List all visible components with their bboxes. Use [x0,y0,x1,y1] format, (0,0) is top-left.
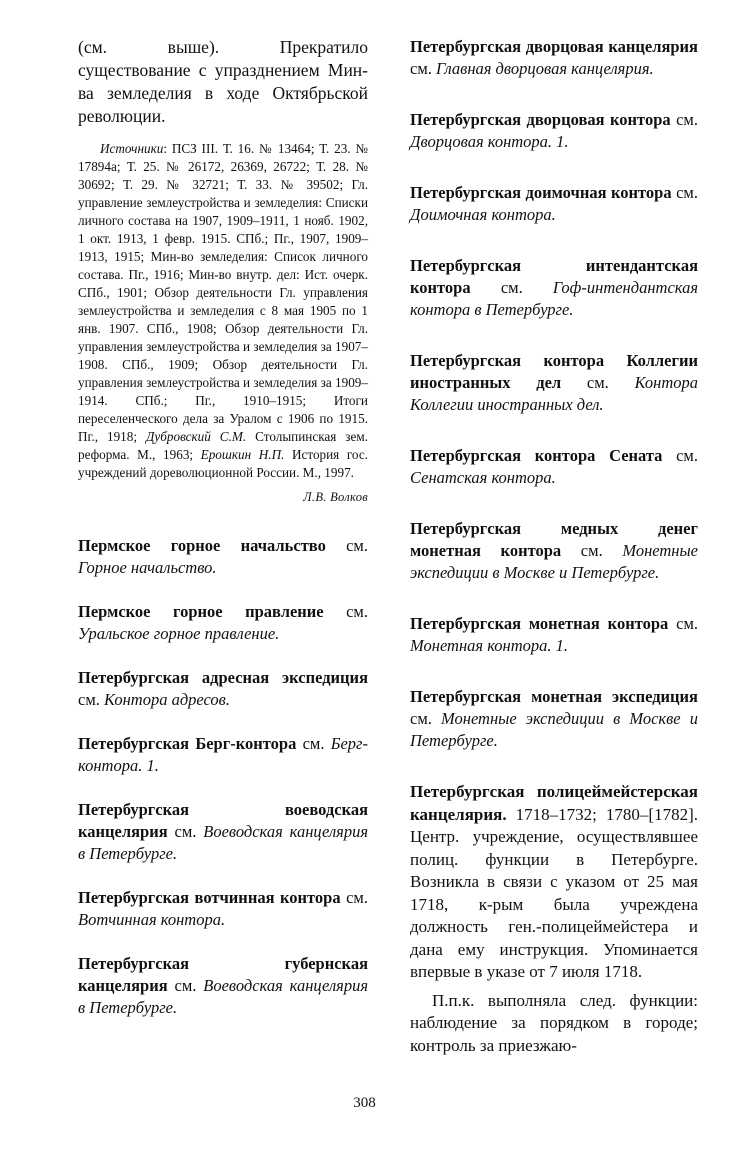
entry-see: см. [410,59,437,78]
entry-see: см. [296,734,331,753]
entry [410,36,698,80]
sources-text-1: : ПСЗ III. Т. 16. № 13464; Т. 23. № 17894а; Т. 25. № 26172, 26369, 26722; Т. 28. № 30692; Т. 29. № 32721; Т. 33. № 39502; Гл. управление землеустройства и земледелия: Списки личного состава на 1907, 1909–1911, 1 нояб. 1902, 1 окт. 1913, 1 февр. 1915. СПб.; Пг., 1907, 1909–1913, 1915; Мин-во земледелия: Список личного состава. Пг., 1916; Мин-во внутр. дел: Ист. очерк. СПб., 1901; Обзор деятельности Гл. управления землеустройства и земледелия с 8 мая 1905 по 1 янв. 1907. СПб., 1908; Обзор деятельности Гл. управления землеустройства и земледелия за 1907–1908. СПб., 1909; Обзор деятельности Гл. управления землеустройства и земледелия за 1909–1914. СПб.; Пг., 1910–1915; Итоги переселенческого дела за Уралом с 1906 по 1915. Пг., 1918; [78,141,368,444]
entry-see: см. [325,536,368,555]
entry-ref: Воеводская канцелярия в Петербурге. [78,976,368,1017]
entry-see: см. [167,976,204,995]
sources-author-2: Ерошкин Н.П. [200,447,285,462]
entry-see: см. [167,822,204,841]
entry [78,799,368,865]
sources-text-2: Столыпинская зем. реформа. М., 1963; [78,429,368,462]
sources-text-3: История гос. учреждений дореволюционной России. М., 1997. [78,447,368,480]
entry-see: см. [561,373,635,392]
entry [410,182,698,226]
right-column [410,36,698,1057]
entry-see: см. [410,709,441,728]
entry-see: см. [323,602,368,621]
entry-ref: Вотчинная контора. [78,910,226,929]
entry [78,887,368,931]
entry-head: Петербургская контора Коллегии иностранных дел [410,351,698,392]
entry-head: Пермское горное начальство [78,536,326,555]
entry [410,613,698,657]
entry-ref: Главная дворцовая канцелярия. [436,59,654,78]
sources-block [78,140,368,482]
article-paragraph: П.п.к. выполняла след. функции: наблюдение за порядком в городе; контроль за приезжаю- [410,990,698,1055]
entry-head: Петербургская интендантская контора [410,256,698,297]
entry-ref: Монетные экспедиции в Москве и Петербурге. [410,709,698,750]
article-head: Петербургская полицеймейстерская канцелярия. [410,782,698,824]
entry-ref: Берг-контора. 1. [78,734,368,775]
entry [78,535,368,579]
entry-head: Пермское горное правление [78,602,324,621]
article-entry [410,781,698,984]
entry-see: см. [340,888,368,907]
entry-ref: Гоф-интендантская контора в Петербурге. [410,278,698,319]
entry [410,518,698,584]
entry-see: см. [670,110,698,129]
entry-ref: Сенатская контора. [410,468,556,487]
entry-head: Петербургская воеводская канцелярия [78,800,368,841]
article-author: Л.В. Волков [303,490,368,504]
entry-ref: Дворцовая контора. 1. [410,132,569,151]
entry-ref: Контора адресов. [104,690,230,709]
entry [410,445,698,489]
entry [78,667,368,711]
entry-head: Петербургская медных денег монетная контора [410,519,698,560]
sources-author-1: Дубровский С.М. [146,429,247,444]
entry-head: Петербургская доимочная контора [410,183,672,202]
entry-ref: Горное начальство. [78,558,217,577]
entry-ref: Контора Коллегии иностранных дел. [410,373,698,414]
entry-head: Петербургская адресная экспедиция [78,668,368,687]
entry-ref: Уральское горное правление. [78,624,280,643]
entry-head: Петербургская вотчинная контора [78,888,341,907]
entry-see: см. [662,446,698,465]
left-column [78,36,368,1019]
entry-see: см. [470,278,553,297]
entry-see: см. [561,541,623,560]
entry-see: см. [78,690,105,709]
entry-head: Петербургская дворцовая канцелярия [410,37,698,56]
entry-see: см. [668,614,699,633]
page-number: 308 [353,1095,376,1111]
entry-ref: Доимочная контора. [410,205,556,224]
entry-head: Петербургская монетная экспедиция [410,687,698,706]
entry [78,953,368,1019]
entry-ref: Воеводская канцелярия в Петербурге. [78,822,368,863]
entry-head: Петербургская монетная контора [410,614,669,633]
article-text: 1718–1732; 1780–[1782]. Центр. учреждение, осуществлявшее полиц. функции в Петербурге. Возникла в связи с указом от 25 мая 1718, к-рым была учреждена должность ген.-полицеймейстера и дана ему инструкция. Упоминается впервые в указе от 7 июля 1718. [410,804,698,981]
entry [410,109,698,153]
entry-ref: Монетная контора. 1. [410,636,569,655]
entry-head: Петербургская Берг-контора [78,734,297,753]
entry-head: Петербургская губернская канцелярия [78,954,368,995]
entry-ref: Монетные экспедиции в Москве и Петербурге. [410,541,698,582]
sources-label: Источники [100,141,164,156]
entry [78,601,368,645]
lead-text: (см. выше). Прекратило существование с упразднением Мин-ва земледелия в ходе Октябрьской революции. [78,37,368,126]
entry [410,350,698,416]
entry-head: Петербургская контора Сената [410,446,663,465]
entry-head: Петербургская дворцовая контора [410,110,671,129]
entry [78,733,368,777]
entry [410,255,698,321]
entry [410,686,698,752]
entry-see: см. [671,183,698,202]
